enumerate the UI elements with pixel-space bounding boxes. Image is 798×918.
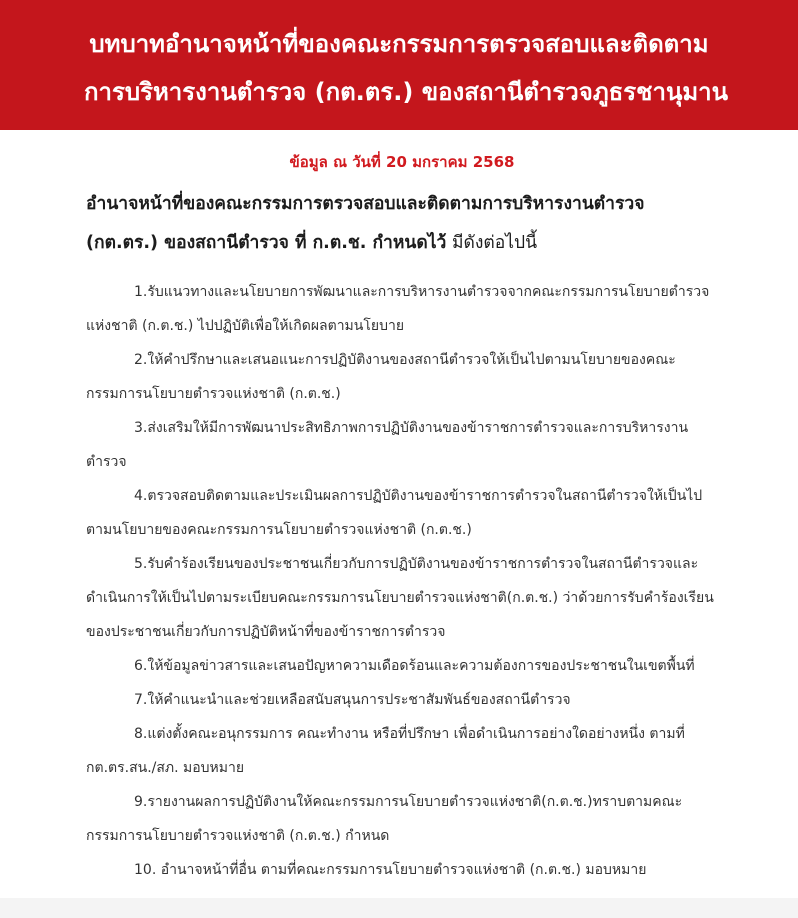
list-item: 6.ให้ข้อมูลข่าวสารและเสนอปัญหาความเดือดร้อนและความต้องการของประชาชนในเขตพื้นที่: [134, 658, 695, 674]
list-item: 4.ตรวจสอบติดตามและประเมินผลการปฏิบัติงานของข้าราชการตำรวจในสถานีตำรวจให้เป็นไปตามนโยบายของคณะกรรมการนโยบายตำรวจแห่งชาติ (ก.ต.ช.): [86, 488, 703, 538]
section-heading-tail: มีดังต่อไปนี้: [446, 233, 538, 253]
list-item: 1.รับแนวทางและนโยบายการพัฒนาและการบริหารงานตำรวจจากคณะกรรมการนโยบายตำรวจแห่งชาติ (ก.ต.ช.) ไปปฏิบัติเพื่อให้เกิดผลตามนโยบาย: [86, 284, 710, 334]
list-item: 7.ให้คำแนะนำและช่วยเหลือสนับสนุนการประชาสัมพันธ์ของสถานีตำรวจ: [134, 692, 571, 708]
title-banner: [0, 0, 798, 130]
section-heading-line-2: [86, 224, 728, 263]
list-item: 8.แต่งตั้งคณะอนุกรรมการ คณะทำงาน หรือที่ปรึกษา เพื่อดำเนินการอย่างใดอย่างหนึ่ง ตามที่ กต.ตร.สน./สภ. มอบหมาย: [86, 726, 685, 776]
list-item: 2.ให้คำปรึกษาและเสนอแนะการปฏิบัติงานของสถานีตำรวจให้เป็นไปตามนโยบายของคณะกรรมการนโยบายตำรวจแห่งชาติ (ก.ต.ช.): [86, 352, 676, 402]
list-item: 9.รายงานผลการปฏิบัติงานให้คณะกรรมการนโยบายตำรวจแห่งชาติ(ก.ต.ช.)ทราบตามคณะกรรมการนโยบายตำรวจแห่งชาติ (ก.ต.ช.) กำหนด: [86, 794, 683, 844]
document-body: [0, 151, 798, 887]
section-heading-bold: (กต.ตร.) ของสถานีตำรวจ ที่ ก.ต.ช. กำหนดไว้: [86, 233, 447, 253]
list-item: 5.รับคำร้องเรียนของประชาชนเกี่ยวกับการปฏิบัติงานของข้าราชการตำรวจในสถานีตำรวจและดำเนินการให้เป็นไปตามระเบียบคณะกรรมการนโยบายตำรวจแห่งชาติ(ก.ต.ช.) ว่าด้วยการรับคำร้องเรียนของประชาชนเกี่ยวกับการปฏิบัติหน้าที่ของข้าราชการตำรวจ: [86, 556, 714, 640]
list-item: 10. อำนาจหน้าที่อื่น ตามที่คณะกรรมการนโยบายตำรวจแห่งชาติ (ก.ต.ช.) มอบหมาย: [134, 862, 647, 878]
data-as-of-date: ข้อมูล ณ วันที่ 20 มกราคม 2568: [289, 153, 515, 171]
banner-title-line-2: การบริหารงานตำรวจ (กต.ตร.) ของสถานีตำรวจภูธรชานุมาน: [83, 78, 729, 106]
list-item: 3.ส่งเสริมให้มีการพัฒนาประสิทธิภาพการปฏิบัติงานของข้าราชการตำรวจและการบริหารงานตำรวจ: [86, 420, 689, 470]
section-heading: [86, 185, 728, 263]
duty-list: [86, 275, 728, 887]
section-heading-line-1: อำนาจหน้าที่ของคณะกรรมการตรวจสอบและติดตามการบริหารงานตำรวจ: [86, 194, 645, 214]
banner-title-line-1: บทบาทอำนาจหน้าที่ของคณะกรรมการตรวจสอบและติดตาม: [89, 30, 709, 58]
